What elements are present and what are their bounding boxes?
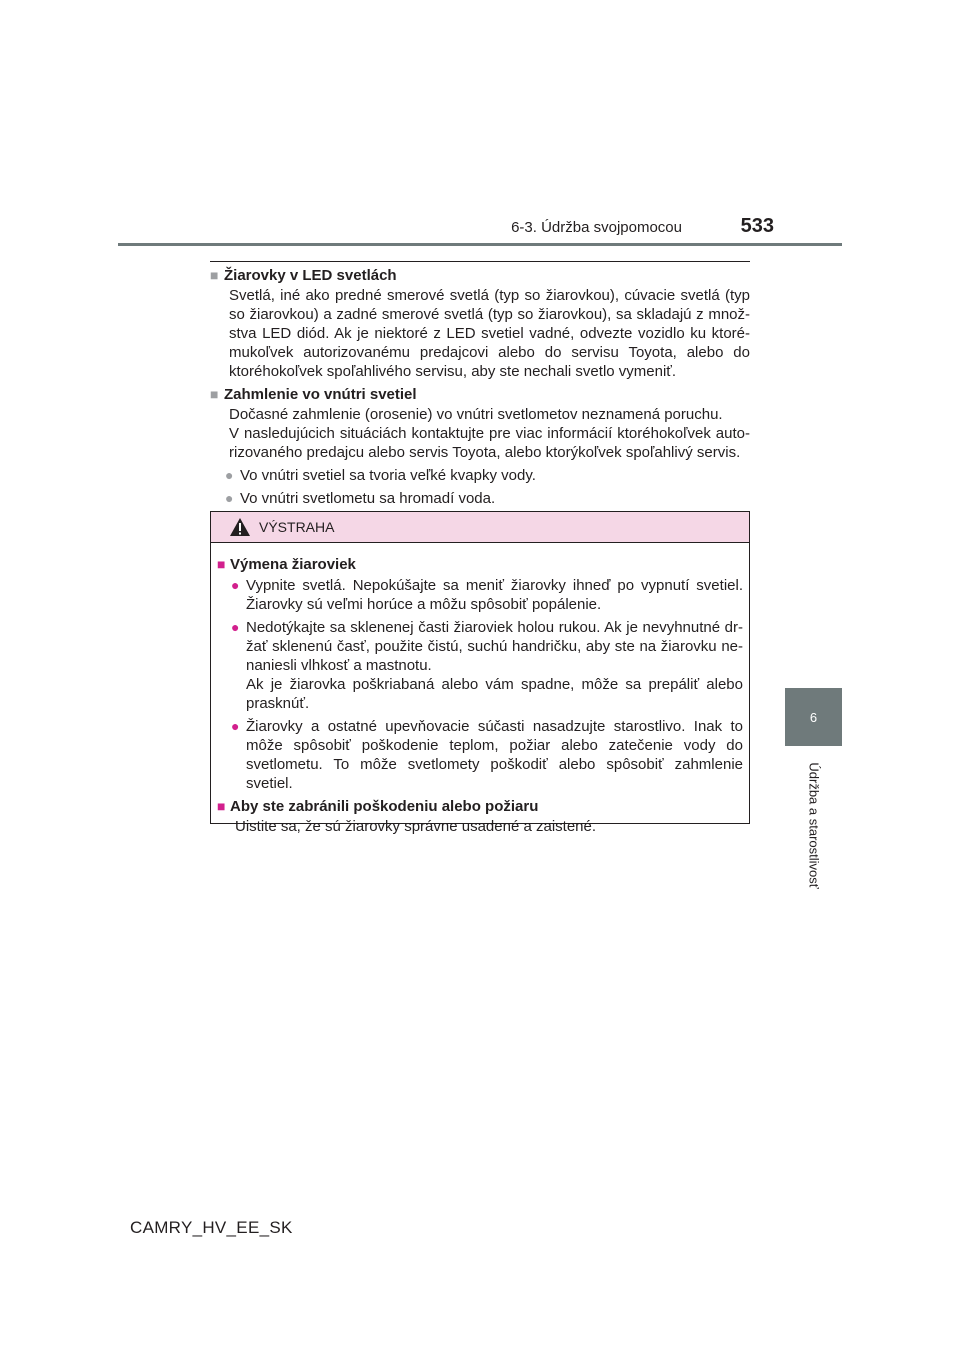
list-item-text: Žiarovky a ostatné upevňovacie súčasti nasadzujte starostlivo. Inak to môže spôsobiť poškodenie teplom, požiar alebo zatečenie vody do svetlometu. To môže svetlomety poškodiť alebo spôsobiť zahmlenie svetiel. <box>246 718 743 792</box>
list-item <box>231 576 743 614</box>
chapter-tab-title <box>785 750 842 900</box>
chapter-title: Údržba a starostlivosť <box>806 762 821 889</box>
list-item <box>225 489 750 508</box>
warning-subheading <box>217 797 743 816</box>
list-item <box>231 618 743 713</box>
warning-paragraph: Uistite sa, že sú žiarovky správne usadené a zaistené. <box>235 818 597 835</box>
warning-box <box>210 511 750 835</box>
section-heading-text: Zahmlenie vo vnútri svetiel <box>224 386 417 403</box>
section-paragraph: Dočasné zahmlenie (orosenie) vo vnútri svetlometov neznamená poruchu. <box>229 406 723 423</box>
warning-body <box>211 543 749 836</box>
square-bullet-icon: ■ <box>210 267 219 283</box>
square-bullet-icon: ■ <box>210 386 219 402</box>
main-content <box>210 266 750 512</box>
list-item <box>225 466 750 485</box>
warning-triangle-icon <box>229 517 251 537</box>
warning-header <box>211 512 749 543</box>
list-item <box>231 717 743 793</box>
warning-subheading-text: Výmena žiaroviek <box>230 556 356 573</box>
section-heading <box>210 385 750 404</box>
warning-title: VÝSTRAHA <box>259 519 335 535</box>
list-item-text: Vypnite svetlá. Nepokúšajte sa meniť žiarovky ihneď po vypnutí svetiel. Žiarovky sú veľmi horúce a môžu spôsobiť popálenie. <box>246 577 743 613</box>
list-item-text-part: Ak je žiarovka poškriabaná alebo vám spadne, môže sa prepáliť alebo prasknúť. <box>246 676 743 712</box>
content-top-rule <box>210 261 750 262</box>
section-heading <box>210 266 750 285</box>
chapter-number: 6 <box>809 709 818 725</box>
list-item-text <box>246 618 743 713</box>
list-item-text: Vo vnútri svetlometu sa hromadí voda. <box>240 490 496 507</box>
circle-bullet-icon: ● <box>231 619 240 635</box>
page-number: 533 <box>740 215 774 237</box>
section-paragraph: Svetlá, iné ako predné smerové svetlá (typ so žiarovkou), cúvacie svetlá (typ so žiarovkou) a zadné smerové svetlá (typ so žiarovkou), sa skladajú z množ-stva LED diód. Ak je niektoré z LED svetiel vadné, odvezte vozidlo ku ktoré-mukoľvek autorizovanému predajcovi alebo do servisu Toyota, alebo do ktoréhokoľvek spoľahlivého servisu, aby ste nechali svetlo vymeniť. <box>229 287 750 380</box>
footer-code: CAMRY_HV_EE_SK <box>130 1218 293 1237</box>
section-heading-text: Žiarovky v LED svetlách <box>224 267 397 284</box>
list-item-text: Vo vnútri svetiel sa tvoria veľké kvapky vody. <box>240 467 536 484</box>
circle-bullet-icon: ● <box>231 577 240 593</box>
circle-bullet-icon: ● <box>225 490 234 506</box>
warning-subheading-text: Aby ste zabránili poškodeniu alebo požiaru <box>230 798 539 815</box>
warning-subheading <box>217 555 743 574</box>
section-paragraph: V nasledujúcich situáciách kontaktujte pre viac informácií ktoréhokoľvek auto-rizovaného predajcu alebo servis Toyota, alebo ktorýkoľvek spoľahlivý servis. <box>229 425 750 461</box>
list-item-text-part: Nedotýkajte sa sklenenej časti žiaroviek holou rukou. Ak je nevyhnutné dr-žať sklenenú časť, použite čistú, suchú handričku, aby ste na žiarovku ne-naniesli vlhkosť a mastnotu. <box>246 619 743 674</box>
circle-bullet-icon: ● <box>231 718 240 734</box>
header-section-title: 6-3. Údržba svojpomocou <box>511 219 682 236</box>
chapter-tab-number <box>785 688 842 746</box>
circle-bullet-icon: ● <box>225 467 234 483</box>
header-rule <box>118 243 842 246</box>
square-bullet-icon: ■ <box>217 556 226 572</box>
square-bullet-icon: ■ <box>217 798 226 814</box>
